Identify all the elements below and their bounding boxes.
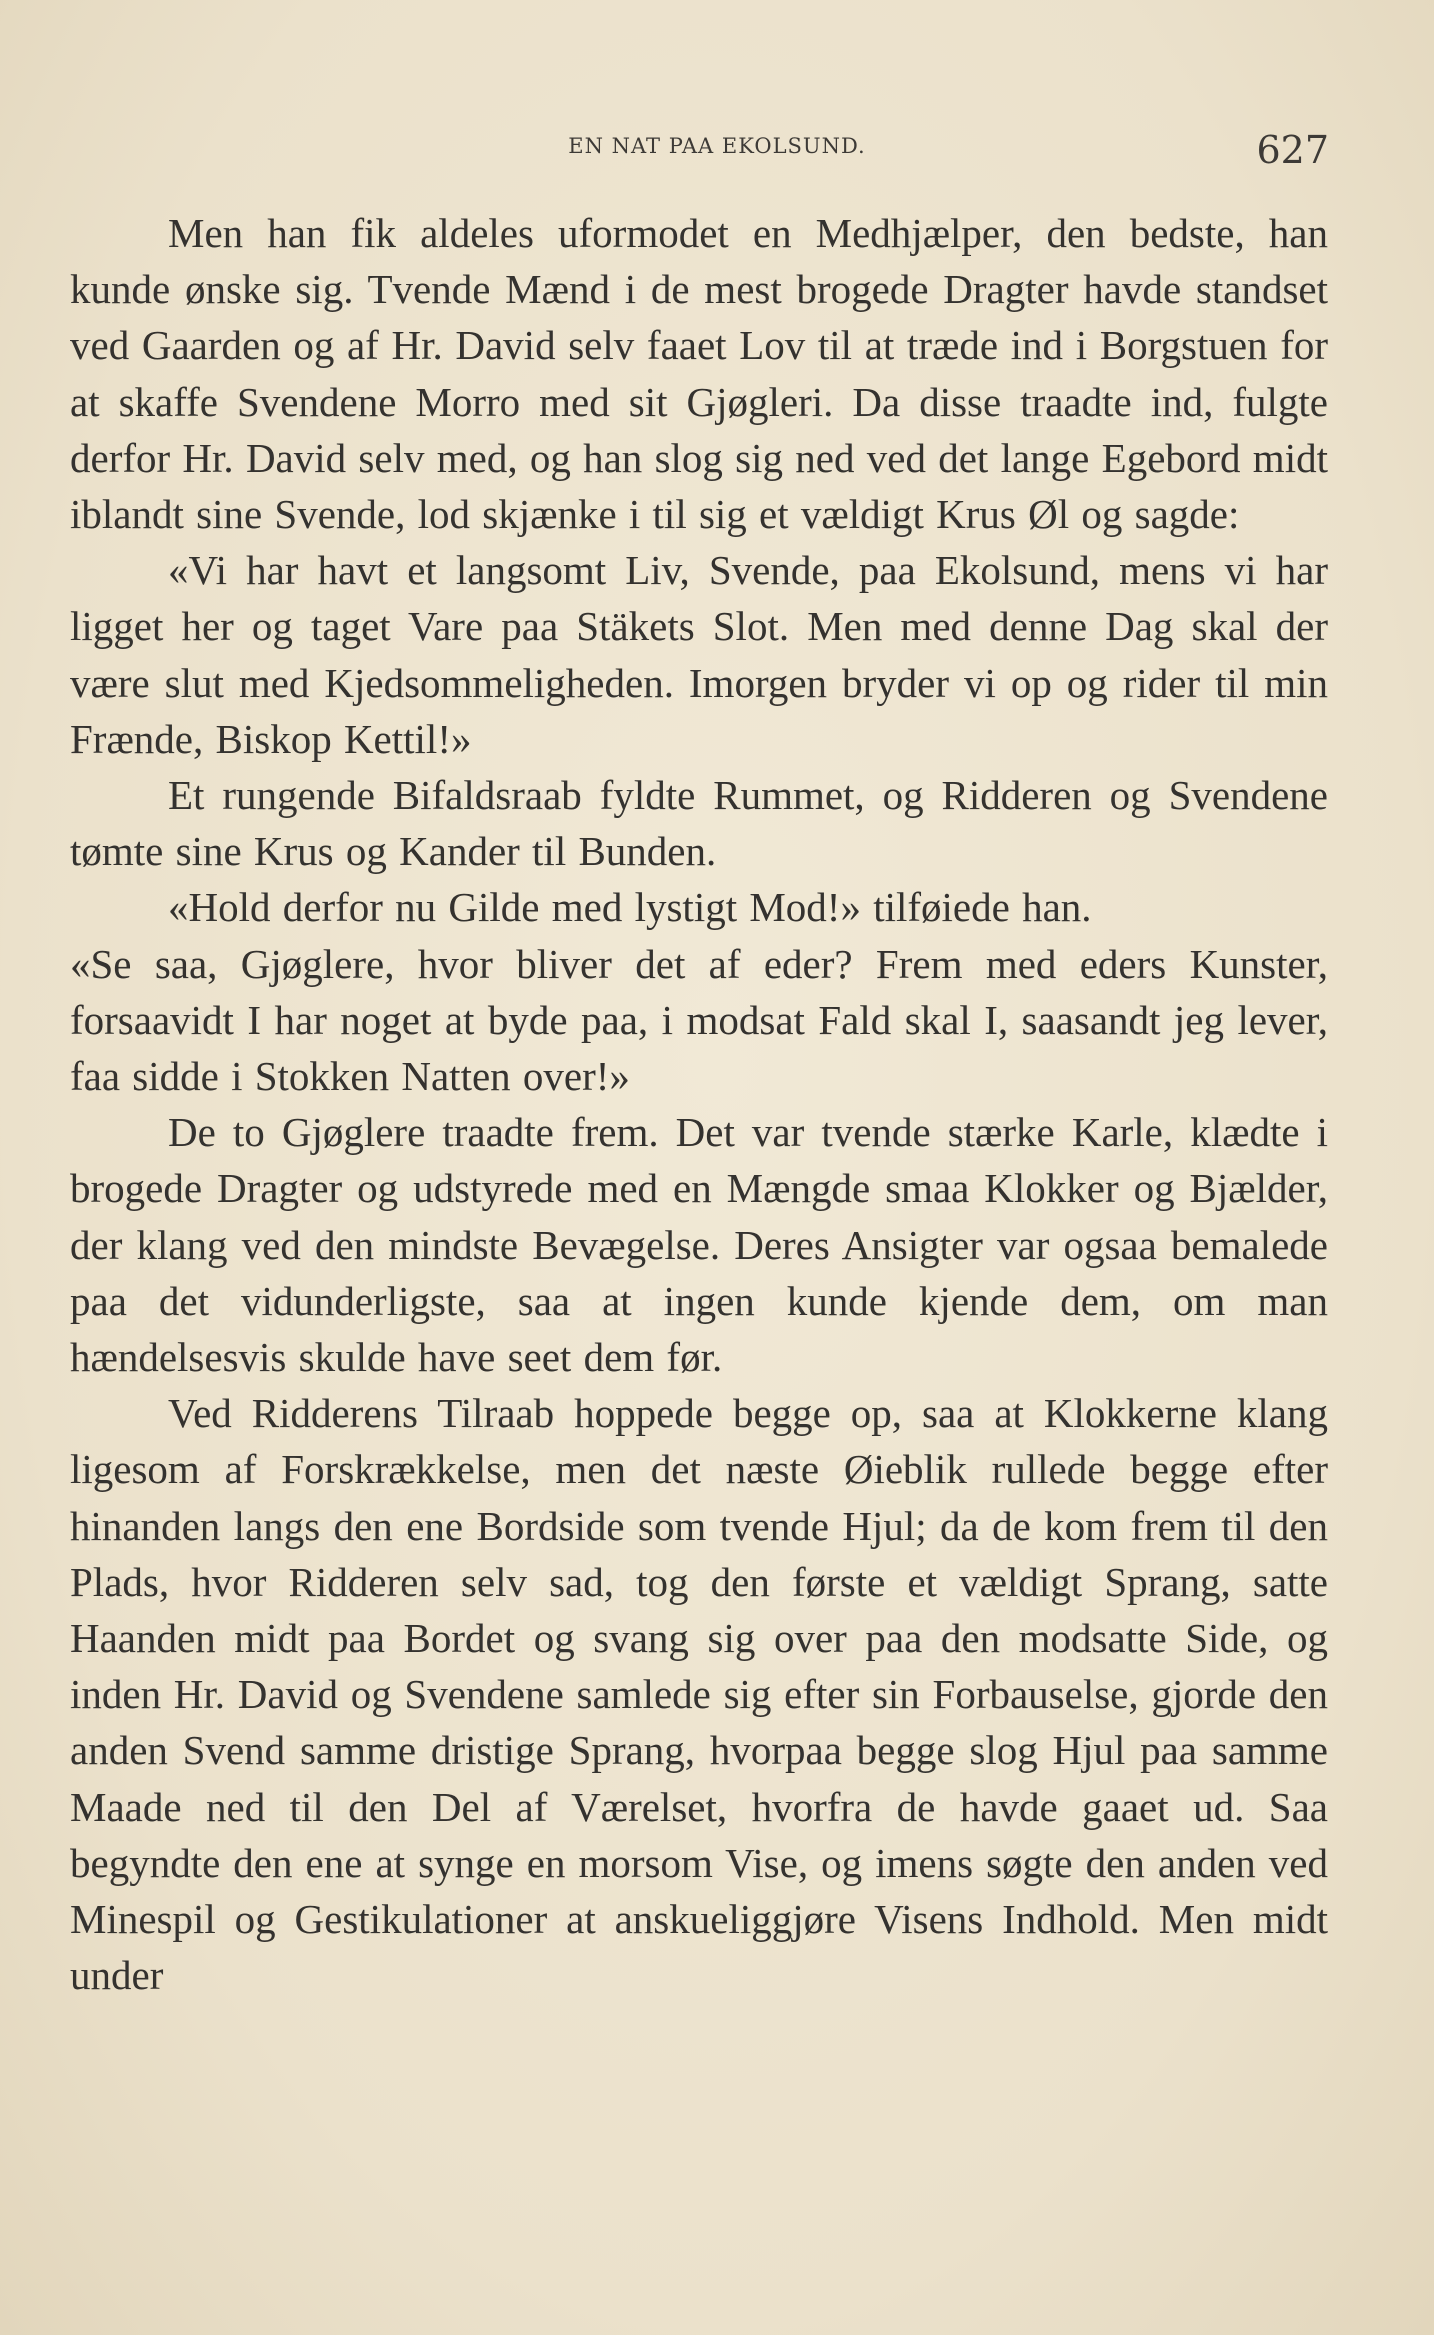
paragraph: Et rungende Bifaldsraab fyldte Rummet, og Ridderen og Svendene tømte sine Krus og Kander til Bunden. [70, 772, 1328, 875]
paragraph: De to Gjøglere traadte frem. Det var tvende stærke Karle, klædte i brogede Dragter og udstyrede med en Mængde smaa Klokker og Bjælder, der klang ved den mindste Bevægelse. Deres Ansigter var ogsaa bemalede paa det vidunderligste, saa at ingen kunde kjende dem, om man hændelsesvis skulde have seet dem før. [70, 1109, 1328, 1381]
running-head [0, 128, 1434, 172]
paragraph: Ved Ridderens Tilraab hoppede begge op, saa at Klokkerne klang ligesom af Forskrækkelse, men det næste Øieblik rullede begge efter hinanden langs den ene Bordside som tvende Hjul; da de kom frem til den Plads, hvor Ridderen selv sad, tog den første et vældigt Sprang, satte Haanden midt paa Bordet og svang sig over paa den modsatte Side, og inden Hr. David og Svendene samlede sig efter sin Forbauselse, gjorde den anden Svend samme dristige Sprang, hvorpaa begge slog Hjul paa samme Maade ned til den Del af Værelset, hvorfra de havde gaaet ud. Saa begyndte den ene at synge en morsom Vise, og imens søgte den anden ved Minespil og Gestikulationer at anskueliggjøre Visens Indhold. Men midt under [70, 1390, 1328, 1999]
body-text [70, 205, 1328, 2004]
paragraph: «Se saa, Gjøglere, hvor bliver det af eder? Frem med eders Kunster, forsaavidt I har noget at byde paa, i modsat Fald skal I, saasandt jeg lever, faa sidde i Stokken Natten over!» [70, 940, 1328, 1100]
page-number: 627 [1256, 128, 1329, 172]
paragraph: «Vi har havt et langsomt Liv, Svende, paa Ekolsund, mens vi har ligget her og taget Vare paa Stäkets Slot. Men med denne Dag skal der være slut med Kjedsommeligheden. Imorgen bryder vi op og rider til min Frænde, Biskop Kettil!» [70, 547, 1328, 762]
paragraph: «Hold derfor nu Gilde med lystigt Mod!» tilføiede han. [168, 884, 1092, 931]
paragraph: Men han fik aldeles uformodet en Medhjælper, den bedste, han kunde ønske sig. Tvende Mænd i de mest brogede Dragter havde standset ved Gaarden og af Hr. David selv faaet Lov til at træde ind i Borgstuen for at skaffe Svendene Morro med sit Gjøgleri. Da disse traadte ind, fulgte derfor Hr. David selv med, og han slog sig ned ved det lange Egebord midt iblandt sine Svende, lod skjænke i til sig et vældigt Krus Øl og sagde: [70, 210, 1328, 538]
running-title: EN NAT PAA EKOLSUND. [568, 134, 866, 158]
